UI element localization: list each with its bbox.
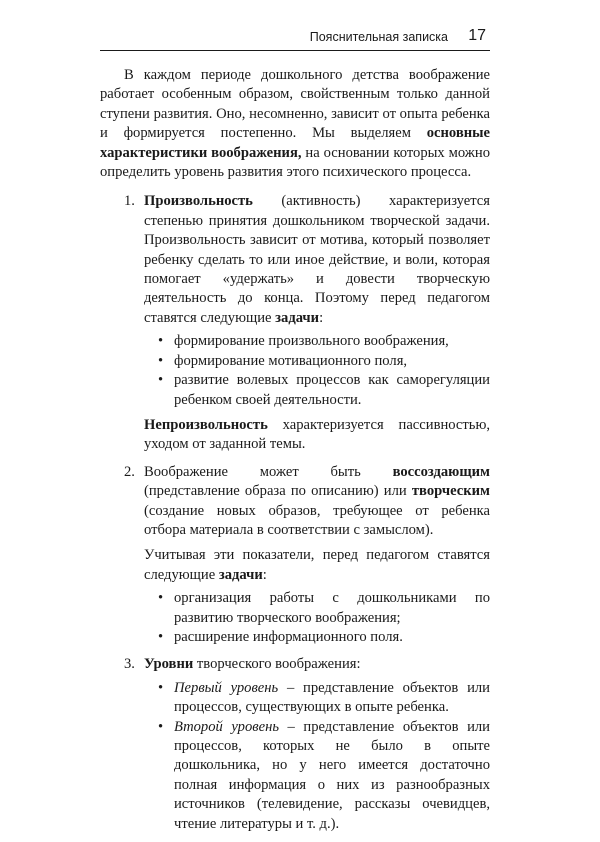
intro-text-2: на основании которых можно определить уровень развития этого психического процесса. bbox=[100, 144, 490, 181]
bullet-text: развитие волевых процессов как саморегуляции ребенком своей деятельности. bbox=[174, 372, 490, 408]
list-item bbox=[144, 371, 490, 410]
bullet-text: расширение информационного поля. bbox=[174, 628, 403, 645]
bullet-icon: • bbox=[158, 352, 164, 369]
item2-text-1: Воображение может быть bbox=[144, 463, 393, 480]
item1-after-term: Непроизвольность bbox=[144, 416, 268, 433]
list-item bbox=[144, 352, 490, 371]
page-body bbox=[100, 66, 490, 842]
page-number: 17 bbox=[468, 27, 486, 44]
list-item bbox=[144, 332, 490, 351]
item2-paragraph bbox=[144, 463, 490, 541]
item1-term: Произвольность bbox=[144, 193, 253, 210]
intro-text-1: В каждом периоде дошкольного детства воображение работает особенным образом, свойственным только данной ступени развития. Оно, несомненно, зависит от опыта ребенка и формируется постепенно. Мы выделяем bbox=[100, 67, 490, 142]
list-item bbox=[144, 589, 490, 628]
bullet-icon: • bbox=[158, 590, 164, 607]
item1-after-paragraph bbox=[144, 416, 490, 455]
list-item bbox=[144, 679, 490, 718]
item1-tasks-label: задачи bbox=[275, 309, 320, 326]
numbered-list bbox=[100, 192, 490, 834]
item2-term-2: творческим bbox=[411, 483, 490, 500]
bullet-icon: • bbox=[158, 628, 164, 645]
list-item-2 bbox=[100, 463, 490, 648]
bullet-text: формирование мотивационного поля, bbox=[174, 352, 408, 369]
list-item bbox=[144, 718, 490, 834]
item1-bullets bbox=[144, 332, 490, 410]
item2-p2-text: Учитывая эти показатели, перед педагогом ставятся следующие bbox=[144, 547, 490, 583]
item2-text-3: (создание новых образов, требующее от ребенка отбора материала в соответствии с замыслом). bbox=[144, 502, 490, 538]
item1-colon: : bbox=[319, 309, 324, 326]
item2-term-1: воссоздающим bbox=[392, 463, 490, 480]
bullet-icon: • bbox=[158, 333, 164, 350]
item1-after-text: характеризуется пассивностью, уходом от заданной темы. bbox=[144, 416, 490, 453]
item2-paragraph-2 bbox=[144, 546, 490, 585]
bullet-text: формирование произвольного воображения, bbox=[174, 333, 449, 350]
item3-term: Уровни bbox=[144, 656, 194, 673]
item2-bullets bbox=[144, 589, 490, 647]
item3-paragraph bbox=[144, 655, 490, 674]
item2-colon: : bbox=[262, 566, 267, 583]
level-1-label: Первый уровень bbox=[174, 679, 279, 696]
item-number: 1. bbox=[124, 193, 135, 210]
intro-bold: основные характеристики воображения, bbox=[100, 125, 490, 161]
bullet-text: – представление объектов или процессов, которых не было в опыте дошкольника, но у него имеется достаточно полная информация о них из разнообразных источников (телевидение, рассказы очевидцев, чтение литературы и т. д.). bbox=[174, 718, 490, 832]
item-number: 2. bbox=[124, 463, 135, 480]
item1-text: (активность) характеризуется степенью принятия дошкольником творческой задачи. Произвольность зависит от мотива, который позволяет ребенку сделать то или иное действие, и воли, которая помогает «удержать» и довести творческую деятельность до конца. Поэтому перед педагогом ставятся следующие bbox=[144, 193, 490, 326]
item2-tasks-label: задачи bbox=[218, 566, 263, 583]
level-2-label: Второй уровень bbox=[174, 718, 279, 735]
bullet-text: – представление объектов или процессов, существующих в опыте ребенка. bbox=[174, 679, 490, 716]
item2-text-2: (представление образа по описанию) или bbox=[144, 483, 412, 500]
bullet-icon: • bbox=[158, 679, 164, 696]
item1-paragraph bbox=[144, 192, 490, 328]
bullet-icon: • bbox=[158, 372, 164, 389]
list-item bbox=[144, 628, 490, 647]
list-item-3 bbox=[100, 655, 490, 834]
header-title: Пояснительная записка bbox=[309, 30, 448, 44]
item-number: 3. bbox=[124, 656, 135, 673]
item3-text: творческого воображения: bbox=[193, 656, 361, 673]
bullet-text: организация работы с дошкольниками по развитию творческого воображения; bbox=[174, 590, 490, 626]
running-header bbox=[100, 26, 490, 51]
bullet-icon: • bbox=[158, 718, 164, 735]
list-item-1 bbox=[100, 192, 490, 454]
intro-paragraph bbox=[100, 66, 490, 182]
item3-bullets bbox=[144, 679, 490, 834]
